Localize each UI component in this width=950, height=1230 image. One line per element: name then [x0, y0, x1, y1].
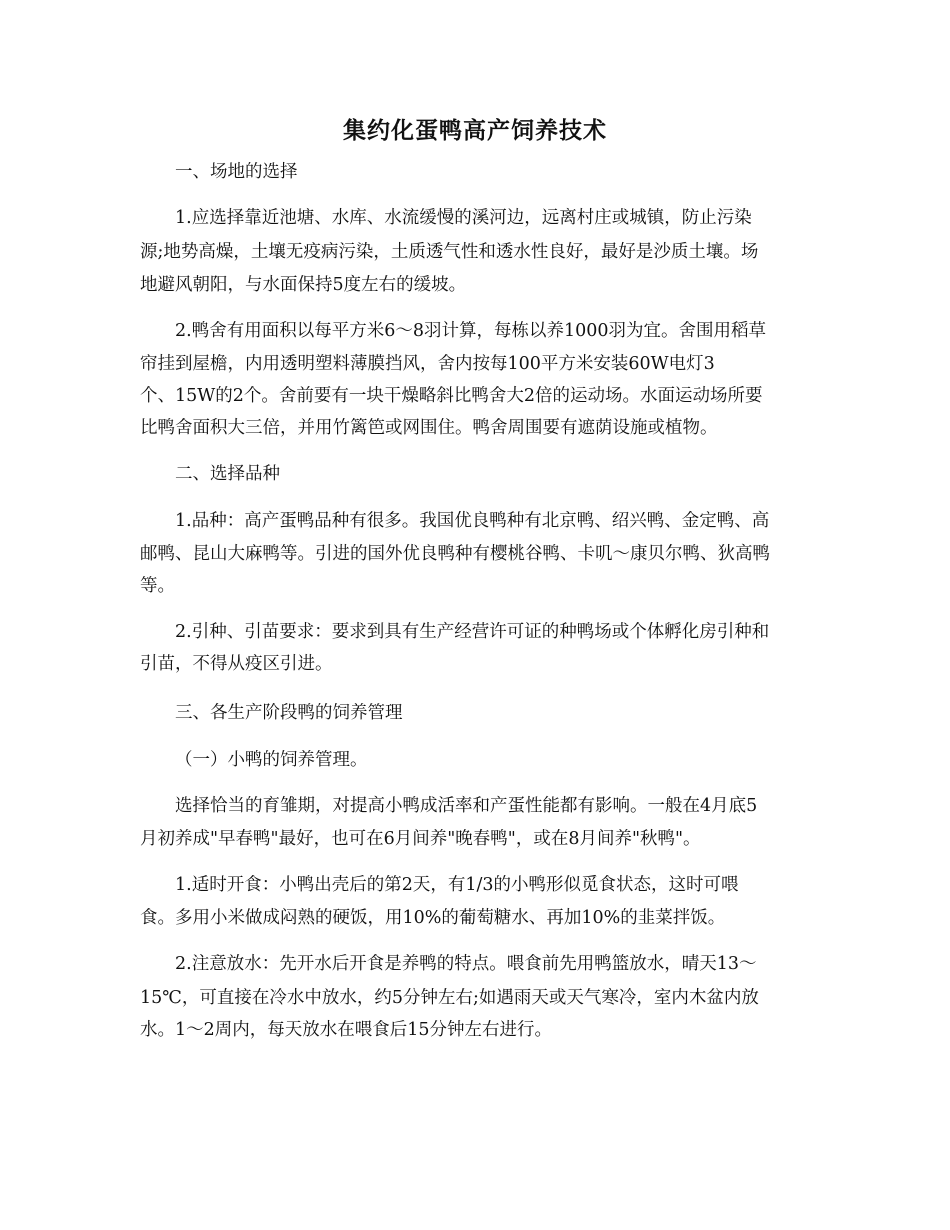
paragraph-line: 15℃，可直接在冷水中放水，约5分钟左右;如遇雨天或天气寒冷，室内木盆内放: [140, 988, 759, 1008]
document-title: 集约化蛋鸭高产饲养技术: [343, 117, 607, 144]
paragraph-line: 地避风朝阳，与水面保持5度左右的缓坡。: [140, 275, 467, 295]
paragraph-line: 2.鸭舍有用面积以每平方米6～8羽计算，每栋以养1000羽为宜。舍围用稻草: [175, 321, 766, 341]
paragraph-line: 食。多用小米做成闷熟的硬饭，用10%的葡萄糖水、再加10%的韭菜拌饭。: [140, 908, 726, 928]
section-heading: 一、场地的选择: [175, 162, 298, 182]
paragraph-line: 个、15W的2个。舍前要有一块干燥略斜比鸭舍大2倍的运动场。水面运动场所要: [140, 386, 763, 406]
paragraph-line: 1.品种：高产蛋鸭品种有很多。我国优良鸭种有北京鸭、绍兴鸭、金定鸭、高: [175, 511, 770, 531]
paragraph-line: 等。: [140, 576, 175, 596]
paragraph-line: 2.注意放水：先开水后开食是养鸭的特点。喂食前先用鸭篮放水，晴天13～: [175, 954, 757, 974]
paragraph-line: 帘挂到屋檐，内用透明塑料薄膜挡风，舍内按每100平方米安装60W电灯3: [140, 354, 715, 374]
paragraph-line: 2.引种、引苗要求：要求到具有生产经营许可证的种鸭场或个体孵化房引种和: [175, 622, 770, 642]
paragraph-line: 月初养成"早春鸭"最好，也可在6月间养"晚春鸭"，或在8月间养"秋鸭"。: [140, 829, 701, 849]
paragraph-line: 水。1～2周内，每天放水在喂食后15分钟左右进行。: [140, 1020, 553, 1040]
paragraph-line: 邮鸭、昆山大麻鸭等。引进的国外优良鸭种有樱桃谷鸭、卡叽～康贝尔鸭、狄高鸭: [140, 544, 770, 564]
paragraph-line: 1.适时开食：小鸭出壳后的第2天，有1/3的小鸭形似觅食状态，这时可喂: [175, 875, 739, 895]
section-heading: 三、各生产阶段鸭的饲养管理: [175, 703, 403, 723]
section-heading: 二、选择品种: [175, 464, 280, 484]
paragraph-line: 1.应选择靠近池塘、水库、水流缓慢的溪河边，远离村庄或城镇，防止污染: [175, 208, 752, 228]
subsection-heading: （一）小鸭的饲养管理。: [175, 750, 368, 770]
paragraph-line: 源;地势高燥，土壤无疫病污染，土质透气性和透水性良好，最好是沙质土壤。场: [140, 242, 759, 262]
paragraph-line: 选择恰当的育雏期，对提高小鸭成活率和产蛋性能都有影响。一般在4月底5: [175, 796, 758, 816]
paragraph-line: 引苗，不得从疫区引进。: [140, 654, 333, 674]
paragraph-line: 比鸭舍面积大三倍，并用竹篱笆或网围住。鸭舍周围要有遮荫设施或植物。: [140, 418, 718, 438]
